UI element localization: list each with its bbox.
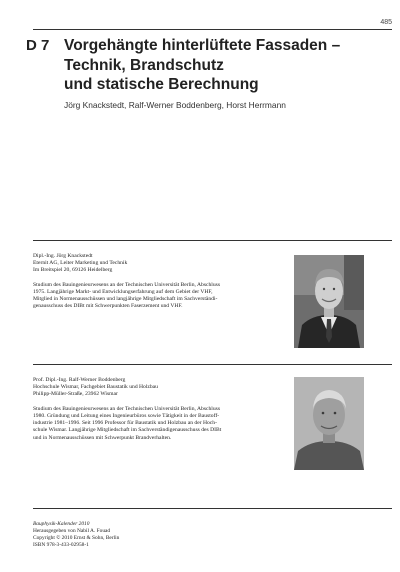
author-2-bio-line: industrie 1981–1996. Seit 1996 Professor für Baustatik und Holzbau an der Hoch- [33,420,217,427]
author-1-address-line: Eternit AG, Leiter Marketing und Technik [33,260,128,267]
author-1-bio-line: Mitglied in Normenausschüssen und langjährige Mitgliedschaft im Sachverständi- [33,296,218,303]
author-2-address-line: Hochschule Wismar, Fachgebiet Baustatik und Holzbau [33,384,158,391]
chapter-authors: Jörg Knackstedt, Ralf-Werner Boddenberg, Horst Herrmann [64,100,286,110]
author-2-address-line: Philipp-Müller-Straße, 23962 Wismar [33,391,118,398]
author-2-bio-line: schule Wismar. Langjährige Mitgliedschaft im Sachverständigenausschuss des DIBt [33,427,222,434]
imprint-copyright: Copyright © 2010 Ernst & Sohn, Berlin [33,535,120,541]
chapter-id: D 7 [26,37,50,54]
author-1-address-line: Im Breitspiel 20, 69126 Heidelberg [33,267,113,274]
author-2-bio [33,377,283,442]
chapter-title [64,36,384,95]
chapter-title-line: Vorgehängte hinterlüftete Fassaden – [64,37,341,54]
imprint-book-title: Bauphysik-Kalender 2010 [33,521,90,527]
author-1-bio-line: Studium des Bauingenieurwesens an der Technischen Universität Berlin, Abschluss [33,281,221,288]
author-2-address-line: Prof. Dipl.-Ing. Ralf-Werner Boddenberg [33,377,126,383]
author-1-portrait [294,255,364,348]
author-2-bio-line: 1980. Gründung und Leitung eines Ingenieurbüros sowie Tätigkeit in der Baustoff- [33,413,220,419]
author-2-bio-line: und in Normenausschüssen mit Schwerpunkt Brandverhalten. [33,434,172,441]
author-1-bio-line: 1975. Langjährige Markt- und Entwicklungserfahrung auf dem Gebiet der VHF, [33,289,213,295]
author-2-top-rule [33,364,392,365]
imprint-rule [33,508,392,509]
author-1-bio-line: genausschuss des DIBt mit Schwerpunkten Faserzement und VHF. [33,303,183,310]
chapter-title-line: Technik, Brandschutz [64,56,224,74]
imprint-isbn: ISBN 978-3-433-02958-1 [33,542,89,548]
top-rule [33,29,392,30]
author-1-top-rule [33,240,392,241]
author-1-address-line: Dipl.-Ing. Jörg Knackstedt [33,253,93,259]
page-number: 485 [380,19,392,26]
chapter-title-line: und statische Berechnung [64,76,259,93]
imprint [33,521,119,549]
imprint-editor: Herausgegeben von Nabil A. Fouad [33,528,111,534]
author-2-portrait [294,377,364,470]
author-2-bio-line: Studium des Bauingenieurwesens an der Technischen Universität Berlin, Abschluss [33,405,221,412]
author-1-bio [33,253,283,311]
